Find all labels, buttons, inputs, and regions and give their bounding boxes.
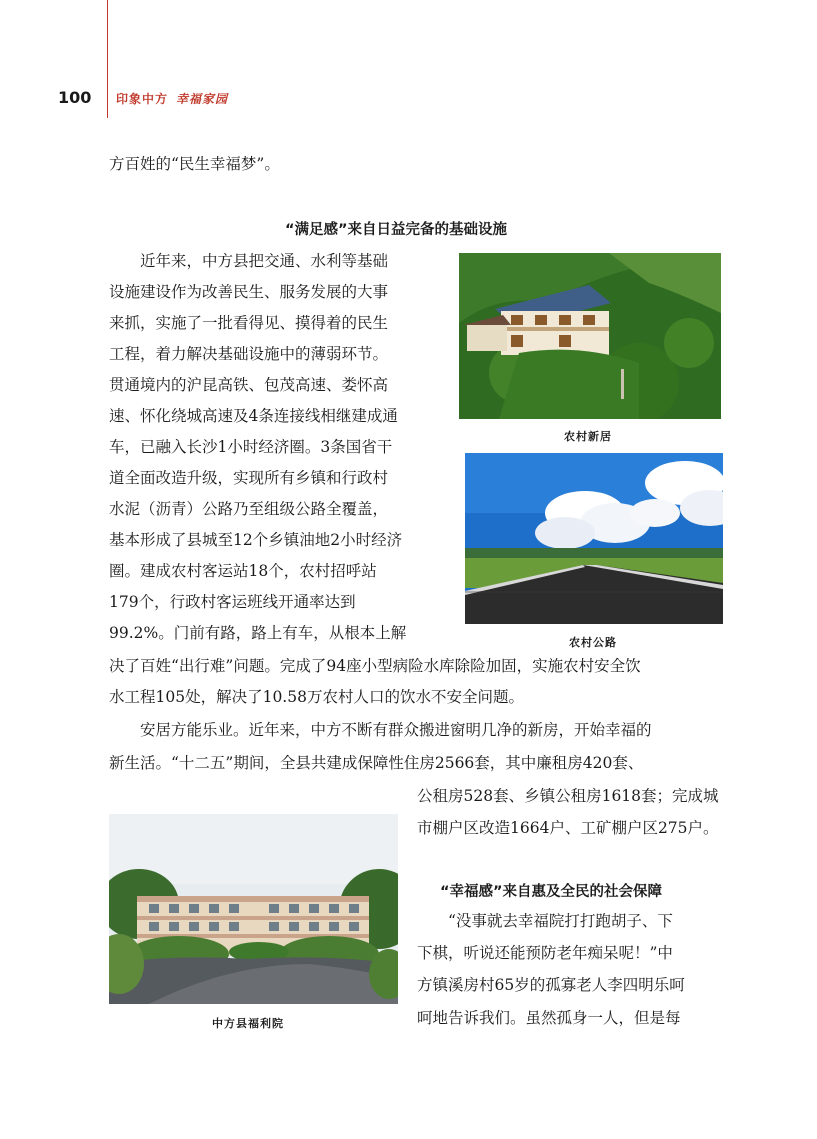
body-line: 来抓，实施了一批看得见、摸得着的民生 bbox=[109, 314, 389, 332]
body-line: 市棚户区改造1664户、工矿棚户区275户。 bbox=[417, 819, 719, 837]
body-line: “没事就去幸福院打打跑胡子、下 bbox=[448, 912, 673, 930]
body-line: 水工程105处，解决了10.58万农村人口的饮水不安全问题。 bbox=[109, 688, 524, 706]
body-line: 近年来，中方县把交通、水利等基础 bbox=[140, 252, 389, 270]
body-line: 水泥（沥青）公路乃至组级公路全覆盖， bbox=[109, 500, 389, 518]
body-line: 新生活。“十二五”期间，全县共建成保障性住房2566套，其中廉租房420套、 bbox=[109, 754, 644, 772]
body-line: 下棋，听说还能预防老年痴呆呢！”中 bbox=[417, 944, 673, 962]
rural-house-caption: 农村新居 bbox=[564, 430, 612, 443]
body-line: 速、怀化绕城高速及4条连接线相继建成通 bbox=[109, 407, 398, 425]
body-line: 道全面改造升级，实现所有乡镇和行政村 bbox=[109, 469, 389, 487]
welfare-house-photo bbox=[109, 814, 398, 1004]
running-header-title: 印象中方 bbox=[116, 92, 169, 106]
body-line: 决了百姓“出行难”问题。完成了94座小型病险水库除险加固，实施农村安全饮 bbox=[109, 657, 641, 675]
body-line: 工程，着力解决基础设施中的薄弱环节。 bbox=[109, 345, 389, 363]
rural-road-photo bbox=[465, 453, 723, 624]
running-header-subtitle: 幸福家园 bbox=[176, 92, 229, 106]
header-divider-line bbox=[107, 0, 108, 118]
intro-line: 方百姓的“民生幸福梦”。 bbox=[109, 155, 280, 173]
body-line: 车，已融入长沙1小时经济圈。3条国省干 bbox=[109, 438, 393, 456]
body-line: 圈。建成农村客运站18个，农村招呼站 bbox=[109, 562, 377, 580]
rural-road-caption: 农村公路 bbox=[569, 636, 617, 649]
running-header bbox=[116, 90, 228, 107]
rural-house-photo bbox=[459, 253, 721, 419]
body-line: 公租房528套、乡镇公租房1618套；完成城 bbox=[417, 787, 719, 805]
body-line: 方镇溪房村65岁的孤寡老人李四明乐呵 bbox=[417, 976, 685, 994]
body-line: 179个，行政村客运班线开通率达到 bbox=[109, 593, 356, 611]
body-line: 基本形成了县城至12个乡镇油地2小时经济 bbox=[109, 531, 403, 549]
body-line: 99.2%。门前有路，路上有车，从根本上解 bbox=[109, 624, 407, 642]
body-line: 呵地告诉我们。虽然孤身一人，但是每 bbox=[417, 1009, 681, 1027]
page-number: 100 bbox=[58, 88, 92, 107]
body-line: 贯通境内的沪昆高铁、包茂高速、娄怀高 bbox=[109, 376, 389, 394]
body-line: 设施建设作为改善民生、服务发展的大事 bbox=[109, 283, 389, 301]
section2-heading: “幸福感”来自惠及全民的社会保障 bbox=[440, 884, 663, 900]
body-line: 安居方能乐业。近年来，中方不断有群众搬进窗明几净的新房，开始幸福的 bbox=[140, 721, 652, 739]
welfare-house-caption: 中方县福利院 bbox=[212, 1017, 284, 1030]
section1-heading: “满足感”来自日益完备的基础设施 bbox=[285, 222, 508, 238]
